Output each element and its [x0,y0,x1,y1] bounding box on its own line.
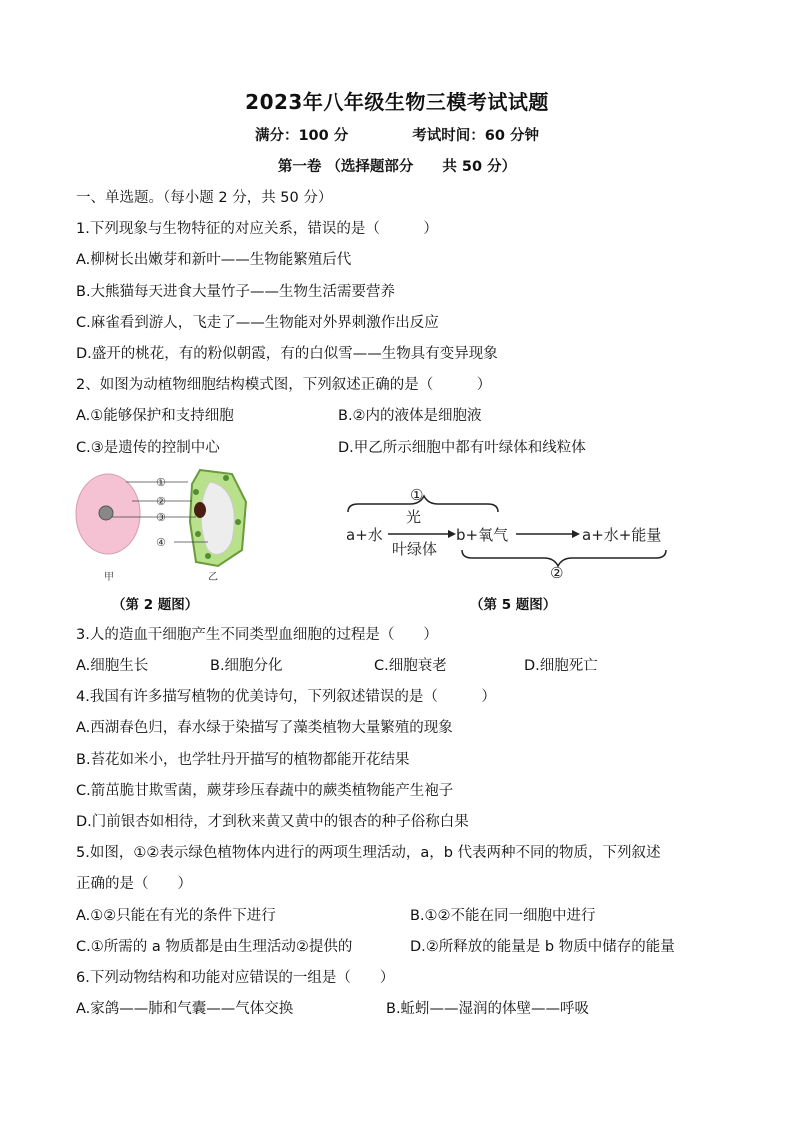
q2-stem: 2、如图为动植物细胞结构模式图，下列叙述正确的是（ ） [76,377,492,393]
exam-time: 考试时间：60 分钟 [412,128,540,144]
q4-option-b: B.苔花如米小，也学牡丹开描写的植物都能开花结果 [76,752,410,768]
fig5-brace-bottom [462,550,666,566]
q3-option-d: D.细胞死亡 [524,658,598,674]
fig5-middle-term: b+氧气 [456,526,509,544]
part-heading: 第一卷 （选择题部分 共 50 分） [277,159,517,175]
q6-option-a: A.家鸽——肺和气囊——气体交换 [76,1001,294,1017]
q3-option-c: C.细胞衰老 [374,658,447,674]
q1-option-c: C.麻雀看到游人，飞走了——生物能对外界刺激作出反应 [76,315,439,331]
q3-option-a: A.细胞生长 [76,658,149,674]
fig2-cell-label-yi: 乙 [208,572,218,583]
q6-stem: 6.下列动物结构和功能对应错误的一组是（ ） [76,970,395,986]
section-heading: 一、单选题。（每小题 2 分，共 50 分） [76,190,333,206]
q3-stem: 3.人的造血干细胞产生不同类型血细胞的过程是（ ） [76,627,438,643]
q2-option-c: C.③是遗传的控制中心 [76,440,220,456]
exam-meta [0,124,794,145]
q4-stem: 4.我国有许多描写植物的优美诗句，下列叙述错误的是（ ） [76,689,496,705]
fig5-mark-2: ② [550,564,564,582]
q1-option-b: B.大熊猫每天进食大量竹子——生物生活需要营养 [76,284,396,300]
q2-option-a: A.①能够保护和支持细胞 [76,408,234,424]
q1-option-a: A.柳树长出嫩芽和新叶——生物能繁殖后代 [76,252,352,268]
fig5-left-term: a+水 [346,526,383,544]
q1-stem: 1.下列现象与生物特征的对应关系，错误的是（ ） [76,221,438,237]
full-score: 满分：100 分 [254,128,349,144]
q4-option-a: A.西湖春色归，春水绿于染描写了藻类植物大量繁殖的现象 [76,720,453,736]
fig2-caption: （第 2 题图） [112,597,199,613]
fig5-arrow-condition: 光 [406,508,422,526]
q1-option-d: D.盛开的桃花，有的粉似朝霞，有的白似雪——生物具有变异现象 [76,346,498,362]
fig2-label-3: ③ [156,511,166,524]
q5-option-a: A.①②只能在有光的条件下进行 [76,908,276,924]
cell-diagram-figure [70,462,260,587]
fig5-right-term: a+水+能量 [582,526,662,544]
fig5-brace-top [348,496,498,512]
q4-option-d: D.门前银杏如相待，才到秋来黄又黄中的银杏的种子俗称白果 [76,814,469,830]
fig2-label-2: ② [156,495,166,508]
fig5-mark-1: ① [410,486,424,504]
q5-option-d: D.②所释放的能量是 b 物质中储存的能量 [410,939,675,955]
q4-option-c: C.箭茁脆甘欺雪菌，蕨芽珍压春蔬中的蕨类植物能产生袍子 [76,783,454,799]
fig2-label-1: ① [156,476,166,489]
q2-option-d: D.甲乙所示细胞中都有叶绿体和线粒体 [338,440,586,456]
q3-option-b: B.细胞分化 [210,658,283,674]
animal-nucleus [99,506,113,520]
photosynthesis-diagram-figure [338,478,674,582]
fig2-cell-label-jia: 甲 [104,572,114,583]
q5-stem-line-1: 5.如图，①②表示绿色植物体内进行的两项生理活动，a，b 代表两种不同的物质，下列叙述 [76,845,661,861]
plant-nucleus [194,502,206,518]
page-title: 2023年八年级生物三模考试试题 [245,90,549,114]
fig5-caption: （第 5 题图） [470,597,557,613]
q2-option-b: B.②内的液体是细胞液 [338,408,482,424]
q5-option-c: C.①所需的 a 物质都是由生理活动②提供的 [76,939,353,955]
q6-option-b: B.蚯蚓——湿润的体壁——呼吸 [386,1001,590,1017]
fig5-arrow-site: 叶绿体 [392,540,438,558]
q5-option-b: B.①②不能在同一细胞中进行 [410,908,596,924]
fig2-label-4: ④ [156,536,166,549]
q5-stem-line-2: 正确的是（ ） [76,876,192,892]
